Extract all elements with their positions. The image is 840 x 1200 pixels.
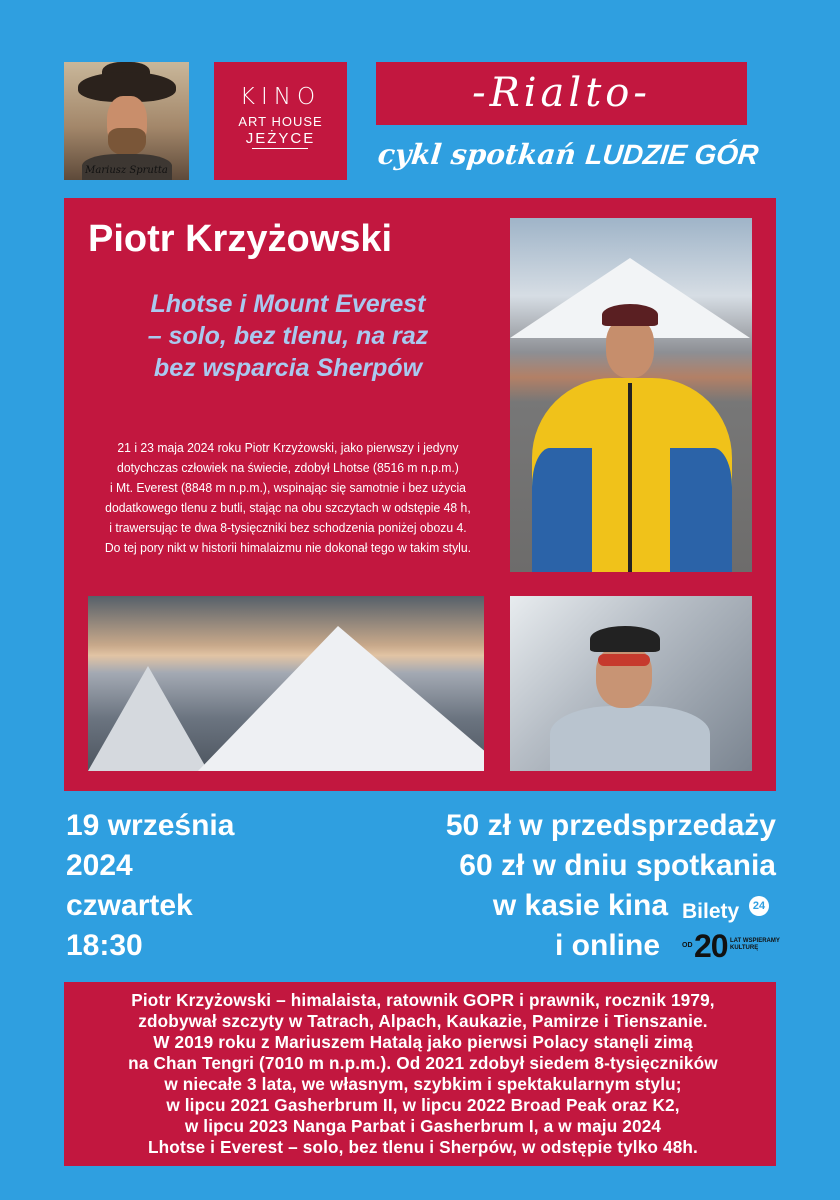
subtitle-line: bez wsparcia Sherpów [153,354,423,382]
subtitle-line: Lhotse i Mount Everest [150,290,426,318]
talk-subtitle [88,288,488,384]
od20-od: OD [682,942,693,949]
cycle-prefix: cykl spotkań [376,138,588,171]
bio-line: w lipcu 2023 Nanga Parbat i Gasherbrum I, a w maju 2024 [184,1116,662,1136]
bio-line: Lhotse i Everest – solo, bez tlenu i Sherpów, w odstępie tylko 48h. [148,1137,698,1157]
price-day: 60 zł w dniu spotkania [459,849,776,882]
kino-logo-title: KINO [239,84,322,110]
mountain-landscape-photo [88,596,484,771]
price-presale: 50 zł w przedsprzedaży [445,809,776,842]
speaker-name: Piotr Krzyżowski [88,218,393,260]
kino-logo-line1: ART HOUSE [238,114,323,129]
od20-tagline: LAT WSPIERAMY KULTURĘ [730,938,780,951]
bio-line: W 2019 roku z Mariuszem Hatalą jako pierwsi Polacy stanęli zimą [153,1032,693,1052]
bio-line: na Chan Tengri (7010 m n.p.m.). Od 2021 zdobył siedem 8-tysięczników [128,1053,718,1073]
description-line: 21 i 23 maja 2024 roku Piotr Krzyżowski, jako pierwszy i jedyny [117,440,459,455]
bio-line: Piotr Krzyżowski – himalaista, ratownik GOPR i prawnik, rocznik 1979, [131,990,715,1010]
event-date [66,806,234,966]
bilety-text: Bilety [682,900,740,923]
description-line: dodatkowego tlenu z butli, stając na obu szczytach w odstępie 48 h, [105,500,471,515]
bilety-number: 24 [749,896,769,916]
bio-line: w niecałe 3 lata, we własnym, szybkim i spektakularnym stylu; [164,1074,682,1094]
description-line: Do tej pory nikt w historii himalaizmu nie dokonał tego w takim stylu. [104,540,472,555]
cycle-title [376,138,779,171]
bio-text [78,990,768,1158]
climber-portrait-photo [510,218,752,572]
price-online: i online [555,929,660,962]
subtitle-line: – solo, bez tlenu, na raz [147,322,429,350]
portrait-photo [64,62,189,180]
bio-line: w lipcu 2021 Gasherbrum II, w lipcu 2022 Broad Peak oraz K2, [166,1095,680,1115]
date-weekday: czwartek [66,889,193,922]
kino-logo [214,62,347,180]
date-year: 2024 [66,849,133,882]
od20-number: 20 [694,928,728,964]
date-time: 18:30 [66,929,143,962]
portrait-caption: Mariusz Sprutta [85,165,168,176]
kino-logo-line2: JEŻYCE [245,130,316,147]
talk-description [88,438,488,558]
bio-line: zdobywał szczyty w Tatrach, Alpach, Kaukazie, Pamirze i Tienszanie. [138,1011,708,1031]
description-line: i trawersując te dwa 8-tysięczniki bez schodzenia poniżej obozu 4. [109,520,467,535]
rialto-logo-text: -Rialto- [472,70,651,116]
description-line: dotychczas człowiek na świecie, zdobył Lhotse (8516 m n.p.m.) [117,460,459,475]
date-day: 19 września [66,809,235,842]
climber-glasses-photo [510,596,752,771]
bio-panel [64,982,776,1166]
od20-logo [682,930,782,970]
main-panel [64,198,776,791]
rialto-logo [376,62,747,125]
description-line: i Mt. Everest (8848 m n.p.m.), wspinając się samotnie i bez użycia [109,480,466,495]
price-box-office: w kasie kina [492,889,668,922]
cycle-name: LUDZIE GÓR [584,139,761,170]
